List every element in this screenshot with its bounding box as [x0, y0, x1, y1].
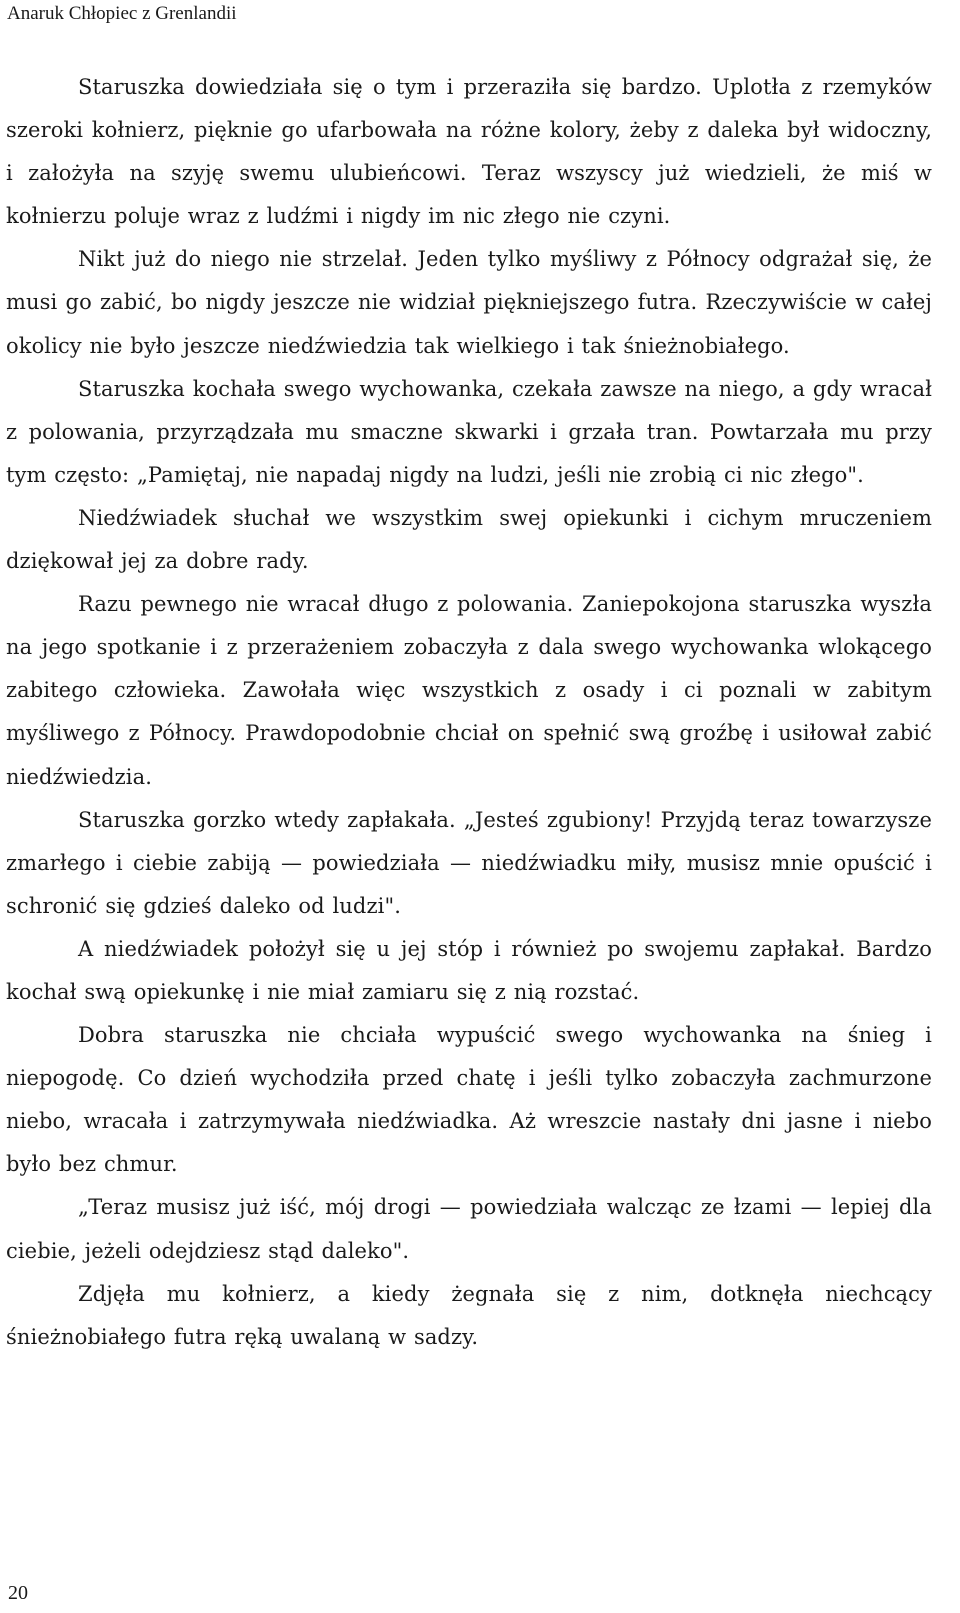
paragraph: A niedźwiadek położył się u jej stóp i również po swojemu zapłakał. Bardzo kochał swą opiekunkę i nie miał zamiaru się z nią rozstać. — [6, 936, 932, 1004]
paragraph: Staruszka dowiedziała się o tym i przeraziła się bardzo. Uplotła z rzemyków szeroki kołnierz, pięknie go ufarbowała na różne kolory, żeby z daleka był widoczny, i założyła na szyję swemu ulubieńcowi. Teraz wszyscy już wiedzieli, że miś w kołnierzu poluje wraz z ludźmi i nigdy im nic złego nie czyni. — [6, 75, 932, 229]
paragraph: Staruszka kochała swego wychowanka, czekała zawsze na niego, a gdy wracał z polowania, przyrządzała mu smaczne skwarki i grzała tran. Powtarzała mu przy tym często: „Pamiętaj, nie napadaj nigdy na ludzi, jeśli nie zrobią ci nic złego". — [6, 376, 932, 487]
paragraph: „Teraz musisz już iść, mój drogi — powiedziała walcząc ze łzami — lepiej dla ciebie, jeżeli odejdziesz stąd daleko". — [6, 1195, 932, 1263]
paragraph: Niedźwiadek słuchał we wszystkim swej opiekunki i cichym mruczeniem dziękował jej za dobre rady. — [6, 505, 932, 574]
paragraph: Nikt już do niego nie strzelał. Jeden tylko myśliwy z Północy odgrażał się, że musi go zabić, bo nigdy jeszcze nie widział piękniejszego futra. Rzeczywiście w całej okolicy nie było jeszcze niedźwiedzia tak wielkiego i tak śnieżnobiałego. — [6, 247, 932, 358]
paragraph: Zdjęła mu kołnierz, a kiedy żegnała się z nim, dotknęła niechcący śnieżnobiałego futra ręką uwalaną w sadzy. — [6, 1281, 932, 1349]
paragraph: Razu pewnego nie wracał długo z polowania. Zaniepokojona staruszka wyszła na jego spotkanie i z przerażeniem zobaczyła z dala swego wychowanka wlokącego zabitego człowieka. Zawołała więc wszystkich z osady i ci poznali w zabitym myśliwego z Północy. Prawdopodobnie chciał on spełnić swą groźbę i usiłował zabić niedźwiedzia. — [6, 592, 932, 789]
paragraph: Staruszka gorzko wtedy zapłakała. „Jesteś zgubiony! Przyjdą teraz towarzysze zmarłego i ciebie zabiją — powiedziała — niedźwiadku miły, musisz mnie opuścić i schronić się gdzieś daleko od ludzi". — [6, 807, 932, 918]
page-number: 20 — [8, 1582, 28, 1604]
body-text — [6, 66, 932, 1359]
running-header: Anaruk Chłopiec z Grenlandii — [7, 3, 237, 24]
paragraph: Dobra staruszka nie chciała wypuścić swego wychowanka na śnieg i niepogodę. Co dzień wychodziła przed chatę i jeśli tylko zobaczyła zachmurzone niebo, wracała i zatrzymywała niedźwiadka. Aż wreszcie nastały dni jasne i niebo było bez chmur. — [6, 1023, 932, 1177]
